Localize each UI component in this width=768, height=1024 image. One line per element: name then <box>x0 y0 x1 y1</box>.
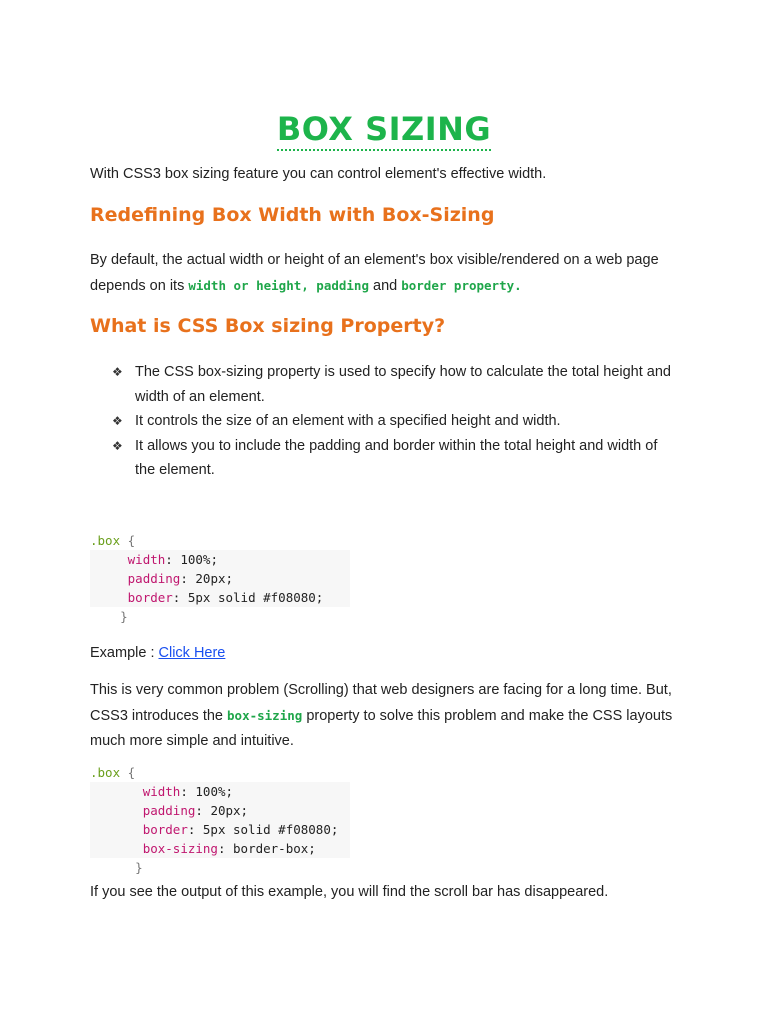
four-diamond-bullet-icon: ❖ <box>112 438 123 453</box>
section1-text-mid: and <box>368 278 402 294</box>
code-line: padding: 20px; <box>90 801 350 820</box>
code-block-2 <box>90 763 350 877</box>
bullet-list <box>112 360 672 483</box>
section-heading-what-is: What is CSS Box sizing Property? <box>90 315 446 337</box>
list-item: ❖ It allows you to include the padding and border within the total height and width of the element. <box>112 434 672 483</box>
code-line: border: 5px solid #f08080; <box>90 588 350 607</box>
inline-code-border-property: border property. <box>401 278 522 293</box>
four-diamond-bullet-icon: ❖ <box>112 365 123 379</box>
page-title: BOX SIZING <box>0 110 768 148</box>
inline-code-box-sizing: box-sizing <box>227 708 303 723</box>
code-line: } <box>120 609 128 624</box>
code-line: box-sizing: border-box; <box>90 839 350 858</box>
section-heading-redefining: Redefining Box Width with Box-Sizing <box>90 204 495 226</box>
code-line: border: 5px solid #f08080; <box>90 820 350 839</box>
paragraph-2: This is very common problem (Scrolling) that web designers are facing for a long time. But, CSS3 introduces the box-sizing property to solve this problem and make the CSS layouts much more simple and intuitive. <box>90 682 673 749</box>
click-here-link[interactable]: Click Here <box>158 645 226 661</box>
code-line: .box { <box>90 533 136 548</box>
code-line: width: 100%; <box>90 550 350 569</box>
code-line: } <box>135 860 143 875</box>
code-block-1 <box>90 531 350 626</box>
section1-paragraph <box>90 248 690 299</box>
closing-paragraph: If you see the output of this example, you will find the scroll bar has disappeared. <box>90 884 609 900</box>
code-line: .box { <box>90 765 136 780</box>
code-line: padding: 20px; <box>90 569 350 588</box>
list-item: ❖ It controls the size of an element with a specified height and width. <box>112 409 672 434</box>
section1-text-before: By default, the actual width or height of an element's box visible/rendered on a web page depends on its <box>90 252 659 294</box>
example-line: Example : Click Here <box>90 645 226 661</box>
inline-code-width-height-padding: width or height, padding <box>188 278 369 293</box>
intro-paragraph: With CSS3 box sizing feature you can control element's effective width. <box>90 166 547 182</box>
list-item: ❖ The CSS box-sizing property is used to specify how to calculate the total height and width of an element. <box>112 360 672 409</box>
code-line: width: 100%; <box>90 782 350 801</box>
four-diamond-bullet-icon: ❖ <box>112 414 123 428</box>
